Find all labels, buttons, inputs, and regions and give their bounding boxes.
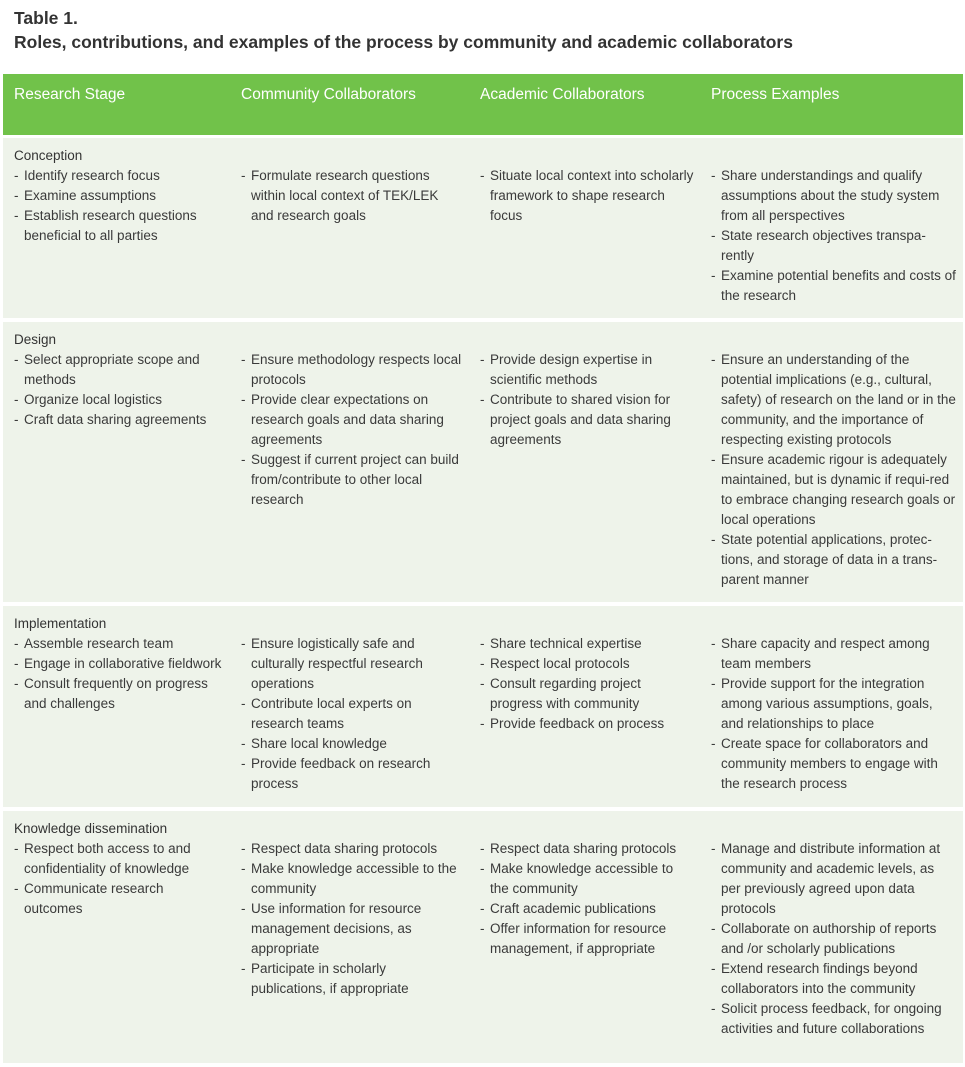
list-item: - Identify research focus bbox=[14, 166, 224, 186]
list-item: - Select appropriate scope and methods bbox=[14, 350, 224, 390]
header-academic-collaborators: Academic Collaborators bbox=[480, 86, 645, 103]
stage-item-list bbox=[14, 350, 224, 430]
community-item-list bbox=[241, 634, 463, 794]
cell-community-collaborators bbox=[230, 811, 469, 1063]
community-item-list bbox=[241, 166, 463, 226]
list-item: - Contribute local experts on research teams bbox=[241, 694, 463, 734]
cell-community-collaborators bbox=[230, 606, 469, 807]
list-item: - Respect data sharing protocols bbox=[480, 839, 694, 859]
table-row-knowledge-dissemination bbox=[3, 811, 963, 1067]
list-item: - Ensure methodology respects local protocols bbox=[241, 350, 463, 390]
list-item: - Manage and distribute information at community and academic levels, as per previously agreed upon data protocols bbox=[711, 839, 957, 919]
cell-academic-collaborators bbox=[469, 322, 700, 602]
list-item: - Provide feedback on process bbox=[480, 714, 694, 734]
stage-item-list bbox=[14, 166, 224, 246]
list-item: - State potential applications, protec-tions, and storage of data in a trans-parent manner bbox=[711, 530, 957, 590]
list-item: - Contribute to shared vision for project goals and data sharing agreements bbox=[480, 390, 694, 450]
list-item: - Share capacity and respect among team members bbox=[711, 634, 957, 674]
stage-name: Design bbox=[14, 332, 57, 347]
header-process-examples: Process Examples bbox=[711, 86, 840, 103]
table-label: Table 1. bbox=[14, 8, 78, 28]
academic-item-list bbox=[480, 350, 694, 450]
list-item: - Consult regarding project progress with community bbox=[480, 674, 694, 714]
cell-community-collaborators bbox=[230, 138, 469, 318]
academic-item-list bbox=[480, 634, 694, 734]
list-item: - Create space for collaborators and community members to engage with the research process bbox=[711, 734, 957, 794]
academic-item-list bbox=[480, 839, 694, 959]
cell-academic-collaborators bbox=[469, 606, 700, 807]
list-item: - Establish research questions beneficial to all parties bbox=[14, 206, 224, 246]
table-row-design bbox=[3, 322, 963, 606]
cell-academic-collaborators bbox=[469, 811, 700, 1063]
list-item: - Ensure an understanding of the potential implications (e.g., cultural, safety) of research on the land or in the community, and the importance of respecting existing protocols bbox=[711, 350, 957, 450]
cell-research-stage bbox=[3, 811, 230, 1063]
list-item: - Share understandings and qualify assumptions about the study system from all perspectives bbox=[711, 166, 957, 226]
header-research-stage: Research Stage bbox=[14, 86, 126, 103]
list-item: - Make knowledge accessible to the community bbox=[480, 859, 694, 899]
list-item: - Solicit process feedback, for ongoing activities and future collaborations bbox=[711, 999, 957, 1039]
list-item: - Organize local logistics bbox=[14, 390, 224, 410]
list-item: - Ensure academic rigour is adequately maintained, but is dynamic if requi-red to embrace changing research goals or local operations bbox=[711, 450, 957, 530]
list-item: - Share local knowledge bbox=[241, 734, 463, 754]
list-item: - Situate local context into scholarly framework to shape research focus bbox=[480, 166, 694, 226]
cell-community-collaborators bbox=[230, 322, 469, 602]
stage-name: Conception bbox=[14, 148, 83, 163]
list-item: - Respect local protocols bbox=[480, 654, 694, 674]
list-item: - Examine potential benefits and costs of the research bbox=[711, 266, 957, 306]
cell-process-examples bbox=[700, 811, 963, 1063]
list-item: - Extend research findings beyond collaborators into the community bbox=[711, 959, 957, 999]
stage-name: Knowledge dissemination bbox=[14, 821, 168, 836]
cell-research-stage bbox=[3, 606, 230, 807]
roles-table bbox=[3, 74, 963, 1067]
cell-process-examples bbox=[700, 138, 963, 318]
list-item: - Participate in scholarly publications, if appropriate bbox=[241, 959, 463, 999]
list-item: - Make knowledge accessible to the community bbox=[241, 859, 463, 899]
cell-process-examples bbox=[700, 606, 963, 807]
process-item-list bbox=[711, 634, 957, 794]
table-caption bbox=[14, 6, 793, 54]
list-item: - Ensure logistically safe and culturally respectful research operations bbox=[241, 634, 463, 694]
cell-academic-collaborators bbox=[469, 138, 700, 318]
table-row-conception bbox=[3, 138, 963, 322]
list-item: - Share technical expertise bbox=[480, 634, 694, 654]
stage-name: Implementation bbox=[14, 616, 107, 631]
list-item: - Assemble research team bbox=[14, 634, 224, 654]
table-header-row bbox=[3, 74, 963, 138]
header-community-collaborators: Community Collaborators bbox=[241, 86, 416, 103]
process-item-list bbox=[711, 350, 957, 590]
list-item: - Examine assumptions bbox=[14, 186, 224, 206]
list-item: - Respect both access to and confidentiality of knowledge bbox=[14, 839, 224, 879]
list-item: - Use information for resource management decisions, as appropriate bbox=[241, 899, 463, 959]
list-item: - Craft academic publications bbox=[480, 899, 694, 919]
list-item: - Communicate research outcomes bbox=[14, 879, 224, 919]
cell-research-stage bbox=[3, 138, 230, 318]
list-item: - Collaborate on authorship of reports and /or scholarly publications bbox=[711, 919, 957, 959]
list-item: - State research objectives transpa-rently bbox=[711, 226, 957, 266]
stage-item-list bbox=[14, 634, 224, 714]
cell-research-stage bbox=[3, 322, 230, 602]
list-item: - Provide clear expectations on research goals and data sharing agreements bbox=[241, 390, 463, 450]
list-item: - Provide design expertise in scientific methods bbox=[480, 350, 694, 390]
list-item: - Provide support for the integration among various assumptions, goals, and relationships to place bbox=[711, 674, 957, 734]
list-item: - Consult frequently on progress and challenges bbox=[14, 674, 224, 714]
academic-item-list bbox=[480, 166, 694, 226]
list-item: - Engage in collaborative fieldwork bbox=[14, 654, 224, 674]
stage-item-list bbox=[14, 839, 224, 919]
list-item: - Formulate research questions within local context of TEK/LEK and research goals bbox=[241, 166, 463, 226]
process-item-list bbox=[711, 839, 957, 1039]
list-item: - Provide feedback on research process bbox=[241, 754, 463, 794]
list-item: - Offer information for resource management, if appropriate bbox=[480, 919, 694, 959]
table-title: Roles, contributions, and examples of the process by community and academic collaborators bbox=[14, 32, 793, 52]
list-item: - Craft data sharing agreements bbox=[14, 410, 224, 430]
table-row-implementation bbox=[3, 606, 963, 811]
community-item-list bbox=[241, 839, 463, 999]
process-item-list bbox=[711, 166, 957, 306]
table-body bbox=[3, 138, 963, 1067]
cell-process-examples bbox=[700, 322, 963, 602]
community-item-list bbox=[241, 350, 463, 510]
list-item: - Suggest if current project can build from/contribute to other local research bbox=[241, 450, 463, 510]
list-item: - Respect data sharing protocols bbox=[241, 839, 463, 859]
